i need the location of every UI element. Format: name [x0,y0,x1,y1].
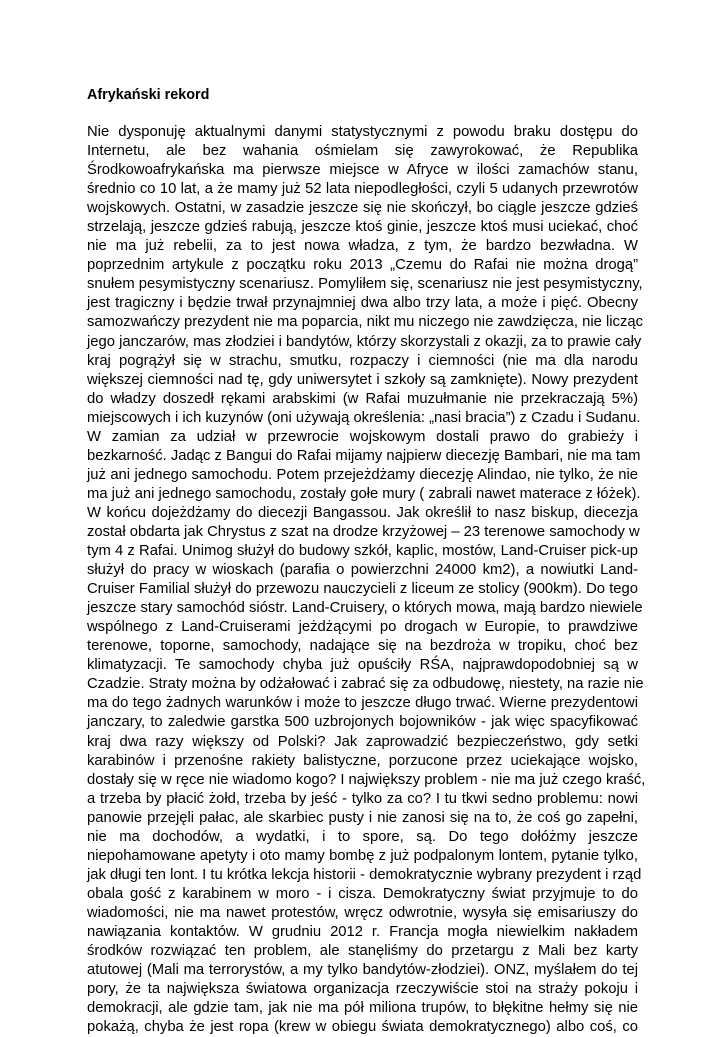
body-line: nie ma już rebelii, za to jest nowa władza, z tym, że bardzo bezwładna. W [87,238,638,255]
body-line: kraj pogrążył się w strachu, smutku, rozpaczy i ciemności (nie ma dla narodu [87,352,638,369]
body-line: bezkarność. Jadąc z Bangui do Rafai mijamy najpierw diecezję Bambari, nie ma tam [87,447,641,464]
body-line: pory, że ta największa światowa organizacja rzeczywiście stoi na straży pokoju i [87,981,638,998]
body-line: W końcu dojeżdżamy do diecezji Bangassou. Jak określił to nasz biskup, diecezja [87,504,638,521]
body-line: średnio co 10 lat, a że mamy już 52 lata niepodległości, czyli 5 udanych przewrotów [87,181,638,198]
body-line: do władzy doszedł rękami arabskimi (w Rafai muzułmanie nie przekraczają 5%) [87,390,638,407]
body-line: wspólnego z Land-Cruiserami jeżdżącymi po drogach w Europie, to prawdziwe [87,619,638,636]
body-line: Czadzie. Straty można by odżałować i zabrać się za odbudowę, niestety, na razie nie [87,676,644,693]
body-line: poprzednim artykule z początku roku 2013 „Czemu do Rafai nie można drogą” [87,257,638,274]
body-line: wojskowych. Ostatni, w zasadzie jeszcze się nie skończył, bo ciągle jeszcze gdzieś [87,200,638,217]
body-line: ma do tego żadnych warunków i może to jeszcze długo trwać. Wierne prezydentowi [87,695,638,712]
body-line: Środkowoafrykańska ma pierwsze miejsce w Afryce w ilości zamachów stanu, [87,162,638,179]
body-line: wiadomości, nie ma nawet protestów, wręcz odwrotnie, wysyła się emisariuszy do [87,904,638,921]
body-line: został obdarta jak Chrystus z szat na drodze krzyżowej – 23 terenowe samochody w [87,523,640,540]
body-line: nie ma dochodów, a wydatki, i to spore, są. Do tego dołóżmy jeszcze [87,828,638,845]
document-page [87,86,646,1037]
body-line: tym 4 z Rafai. Unimog służył do budowy szkół, kaplic, mostów, Land-Cruiser pick-up [87,543,638,560]
body-line: panowie przejęli pałac, ale skarbiec pusty i nie zanosi się na to, że coś go zapełni, [87,809,638,826]
body-line: już ani jednego samochodu. Potem przejeżdżamy diecezję Alindao, nie tylko, że nie [87,466,638,483]
body-line: Nie dysponuję aktualnymi danymi statystycznymi z powodu braku dostępu do [87,124,638,140]
body-line: snułem pesymistyczny scenariusz. Pomyliłem się, scenariusz nie jest pesymistyczny, [87,276,643,293]
body-line: pokażą, chyba że jest ropa (krew w obiegu świata demokratycznego) albo coś, co [87,1019,638,1036]
body-line: obala gość z karabinem w moro - i cisza. Demokratyczny świat przyjmuje to do [87,885,638,902]
body-line: większej ciemności nad tę, gdy uniwersytet i szkoły są zamknięte). Nowy prezydent [87,371,638,388]
body-line: Cruiser Familial służył do przewozu nauczycieli z liceum ze stolicy (900km). Do tego [87,581,638,598]
body-line: miejscowych i ich kuzynów (oni używają określenia: „nasi bracia”) z Czadu i Sudanu. [87,409,641,426]
body-line: jeszcze stary samochód sióstr. Land-Cruisery, o których mowa, mają bardzo niewiele [87,600,643,617]
body-line: W zamian za udział w przewrocie wojskowym dostali prawo do grabieży i [87,428,638,445]
body-line: środków rozwiązać ten problem, ale stanęliśmy do przetargu z Mali bez karty [87,943,638,960]
body-line: atutowej (Mali ma terrorystów, a my tylko bandytów-złodziei). ONZ, myślałem do tej [87,962,638,979]
body-line: jest tragiczny i będzie trwał przynajmniej dwa albo trzy lata, a może i pięć. Obecny [87,295,638,312]
body-line: strzelają, jeszcze gdzieś rabują, jeszcze ktoś ginie, jeszcze ktoś musi uciekać, choć [87,219,638,236]
body-line: jak długi ten lont. I tu krótka lekcja historii - demokratycznie wybrany prezydent i rząd [87,866,642,883]
body-line: Internetu, ale bez wahania ośmielam się zawyrokować, że Republika [87,143,638,160]
body-line: terenowe, toporne, samochody, nadające się na bezdroża w tropiku, choć bez [87,638,638,655]
document-title: Afrykański rekord [87,87,210,103]
body-line: demokracji, ale gdzie tam, jak nie ma pół miliona trupów, to błękitne hełmy się nie [87,1000,638,1017]
body-line: ma już ani jednego samochodu, zostały gołe mury ( zabrali nawet materace z łóżek). [87,485,641,502]
body-line: nawiązania kontaktów. W grudniu 2012 r. Francja mogła niewielkim nakładem [87,923,638,940]
body-line: niepohamowane apetyty i oto mamy bombę z już podpalonym lontem, pytanie tylko, [87,847,638,864]
body-line: janczary, to zaledwie garstka 500 uzbrojonych bojowników - jak więc spacyfikować [87,714,638,731]
body-line: a trzeba by płacić żołd, trzeba by jeść - tylko za co? I tu tkwi sedno problemu: nowi [87,790,638,807]
document-body [87,123,646,1037]
body-line: służył do pracy w wioskach (parafia o powierzchni 24000 km2), a nowiutki Land- [87,562,638,579]
body-line: kraj dwa razy większy od Polski? Jak zaprowadzić bezpieczeństwo, gdy setki [87,733,638,750]
body-line: karabinów i przenośne rakiety balistyczne, porzucone przez uciekające wojsko, [87,752,638,769]
body-line: klimatyzacji. Te samochody chyba już opuściły RŚA, najprawdopodobniej są w [87,657,638,674]
body-line: jego janczarów, mas złodziei i bandytów, którzy skorzystali z okazji, za to prawie cały [87,333,642,350]
body-line: samozwańczy prezydent nie ma poparcia, nikt mu niczego nie zawdzięcza, nie licząc [87,314,643,331]
body-line: dostały się w ręce nie wiadomo kogo? I największy problem - nie ma już czego kraść, [87,771,646,788]
